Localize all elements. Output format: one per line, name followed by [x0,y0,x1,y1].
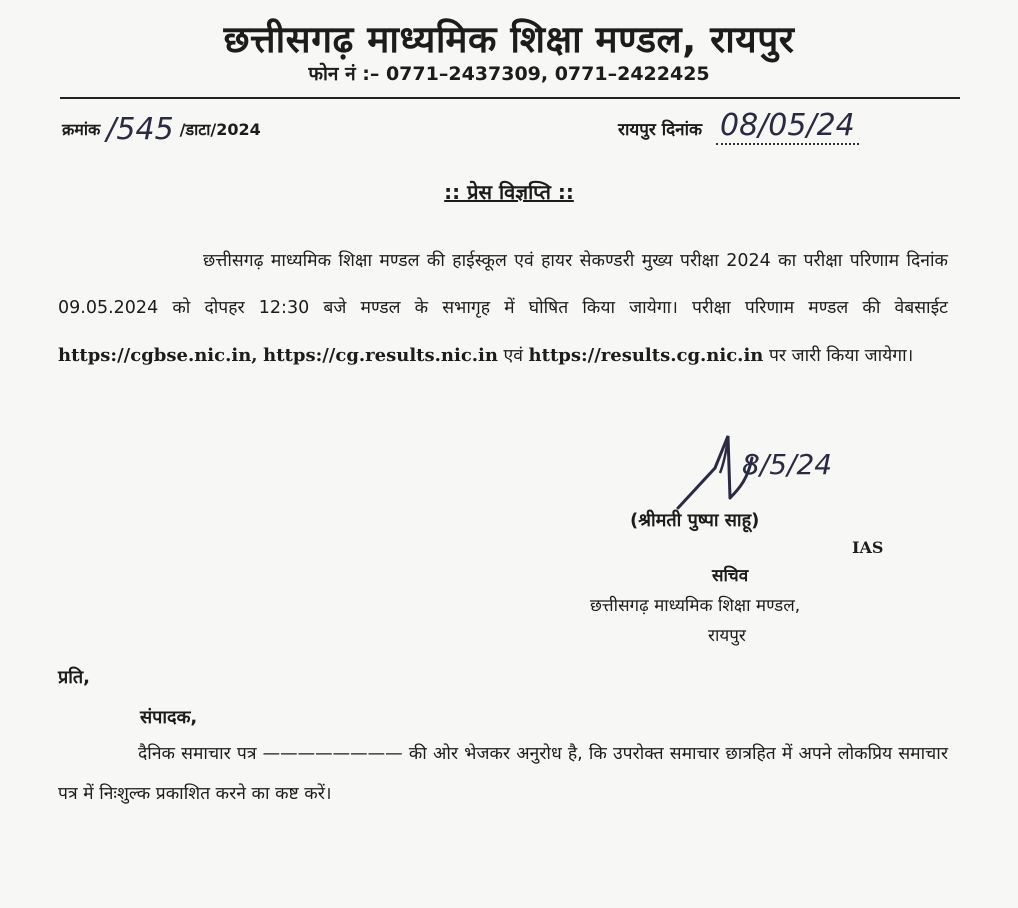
addressee-to: प्रति, [58,667,91,688]
reference-number [62,112,261,147]
body-text-1: छत्तीसगढ़ माध्यमिक शिक्षा मण्डल की हाईस्कूल एवं हायर सेकण्डरी मुख्य परीक्षा 2024 का परीक्षा परिणाम दिनांक 09.05.2024 को दोपहर 12:30 बजे मण्डल के सभागृह में घोषित किया जायेगा। परीक्षा परिणाम मण्डल की वेबसाईट [58,251,948,318]
reference-suffix: /डाटा/2024 [179,120,261,139]
issue-date [618,108,859,145]
signatory-city: रायपुर [708,626,746,646]
date-label: रायपुर दिनांक [618,120,703,140]
website-link-3: https://results.cg.nic.in [528,345,764,366]
website-link-2: https://cg.results.nic.in [263,345,498,366]
press-release-body [58,238,948,380]
publication-request: दैनिक समाचार पत्र ———————— की ओर भेजकर अनुरोध है, कि उपरोक्त समाचार छात्रहित में अपने लोकप्रिय समाचार पत्र में निःशुल्क प्रकाशित करने का कष्ट करें। [58,744,948,804]
and-word: एवं [503,346,523,366]
press-release-heading: :: प्रेस विज्ञप्ति :: [444,180,574,204]
signature-date: 8/5/24 [742,448,833,481]
service-label: IAS [852,538,884,557]
reference-prefix: क्रमांक [62,120,101,139]
signatory-designation: सचिव [712,566,749,586]
phone-numbers: फोन नं :– 0771–2437309, 0771–2422425 [308,63,710,85]
handwritten-date: 08/05/24 [716,108,859,145]
handwritten-reference-number: /545 [106,112,174,147]
signatory-name: (श्रीमती पुष्पा साहू) [630,510,760,531]
signatory-organization: छत्तीसगढ़ माध्यमिक शिक्षा मण्डल, [590,596,801,616]
body-text-2: पर जारी किया जायेगा। [768,346,914,366]
addressee-editor: संपादक, [140,707,198,728]
header-divider [60,97,960,99]
website-link-1: https://cgbse.nic.in, [58,345,258,366]
document-title: छत्तीसगढ़ माध्यमिक शिक्षा मण्डल, रायपुर [223,18,795,61]
